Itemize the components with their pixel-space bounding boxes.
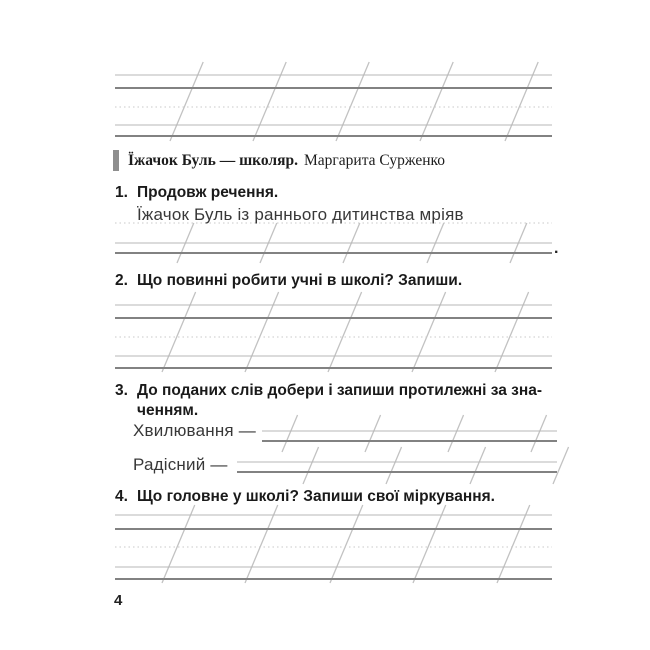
ruling-block-task2-answer <box>115 292 552 372</box>
task-1-number: 1. <box>115 184 128 201</box>
page-number: 4 <box>114 592 123 609</box>
task-4-number: 4. <box>115 488 128 505</box>
header-accent-bar <box>113 150 119 171</box>
lesson-title: Їжачок Буль — школяр. <box>128 151 299 169</box>
lesson-author: Маргарита Сурженко <box>304 151 446 169</box>
task-1-line-end-period: . <box>554 240 559 257</box>
task-3-word-1: Хвилювання — <box>133 421 256 440</box>
ruling-line-word-2 <box>237 447 569 484</box>
task-3-heading-line-2: ченням. <box>137 402 199 419</box>
task-4 <box>115 487 495 507</box>
task-4-heading: Що головне у школі? Запиши свої міркування. <box>137 488 495 505</box>
task-3-number: 3. <box>115 382 128 399</box>
lesson-header <box>113 149 445 172</box>
task-3-word-2: Радісний — <box>133 455 228 474</box>
ruling-block-top <box>115 62 552 141</box>
ruling-block-task4-answer <box>115 505 552 583</box>
task-3-heading-line-1: До поданих слів добери і запиши протилежні за зна- <box>137 382 543 399</box>
task-1 <box>115 183 464 226</box>
task-1-sentence-start: Їжачок Буль із раннього дитинства мріяв <box>137 205 464 224</box>
ruling-block-task1-answer <box>115 223 552 263</box>
task-3 <box>115 381 542 421</box>
task-2 <box>115 271 462 291</box>
task-2-heading: Що повинні робити учні в школі? Запиши. <box>137 272 463 289</box>
task-2-number: 2. <box>115 272 128 289</box>
task-1-heading: Продовж речення. <box>137 184 279 201</box>
